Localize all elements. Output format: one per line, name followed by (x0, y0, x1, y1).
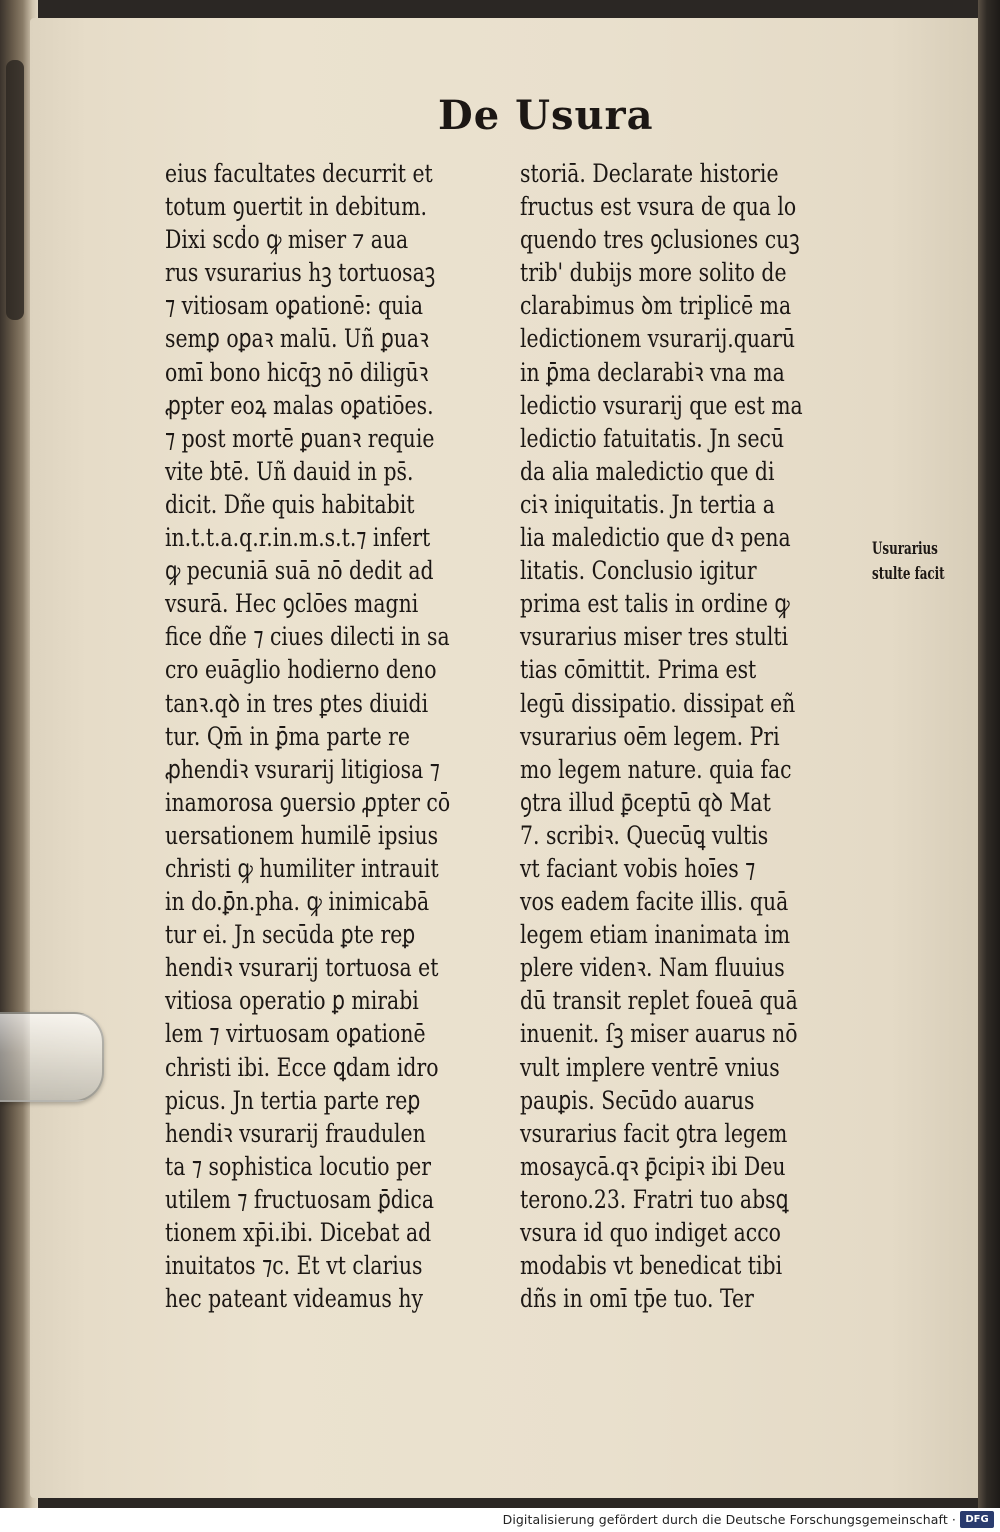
text-line: da alia maledictio que di (520, 456, 775, 487)
text-line: mosaycā.qꝛ ꝑ̄cipiꝛ ibi Deu (520, 1151, 786, 1182)
page-clip (0, 1012, 104, 1102)
text-line: legem etiam inanimata im (520, 920, 791, 951)
text-line: fice dñe ⁊ ciues dilecti in sa (165, 622, 450, 653)
text-line: 7. scribiꝛ. Quecūꝗ vultis (520, 820, 769, 851)
text-line: vsurarius oēm legem. Pri (520, 721, 780, 752)
binding-shadow (6, 60, 24, 320)
text-line: litatis. Conclusio igitur (520, 556, 757, 587)
text-line: vitiosa operatio ꝑ mirabi (165, 986, 419, 1017)
text-line: lem ⁊ virtuosam oꝑationē (165, 1019, 426, 1050)
text-line: in do.ꝑ̄n.pha. ꝙ inimicabā (165, 887, 430, 918)
text-line: dñs in omī tp̄e tuo. Ter (520, 1284, 754, 1315)
text-line: trib' dubijs more solito de (520, 258, 787, 289)
text-line: ꝓhendiꝛ vsurarij litigiosa ⁊ (165, 754, 440, 785)
marginal-note (872, 537, 945, 587)
text-line: hendiꝛ vsurarij tortuosa et (165, 953, 439, 984)
text-line: quendo tres ꝯclusiones cuꝫ (520, 225, 800, 256)
text-line: eius facultates decurrit et (165, 159, 433, 189)
text-line: storiā. Declarate historie (520, 159, 779, 189)
text-line: hec pateant videamus hy (165, 1284, 424, 1315)
text-line: in.t.t.a.q.r.in.m.s.t.⁊ infert (165, 523, 431, 554)
text-line: ciꝛ iniquitatis. Jn tertia a (520, 489, 775, 520)
text-line: hendiꝛ vsurarij fraudulen (165, 1118, 426, 1149)
text-line: in ꝑ̄ma declarabiꝛ vna ma (520, 357, 785, 388)
text-line: ꝙ pecuniā suā nō dedit ad (165, 556, 434, 587)
text-line: ledictio vsurarij que est ma (520, 390, 803, 421)
text-line: tionem xp̄i.ibi. Dicebat ad (165, 1218, 432, 1248)
text-line: christi ibi. Ecce ꝗdam idro (165, 1052, 439, 1083)
footer-bar (0, 1508, 1000, 1532)
text-line: ꝓpter eoꝝ malas oꝑatiōes. (165, 390, 434, 421)
text-line: ledictio fatuitatis. Jn secū (520, 423, 785, 454)
text-line: utilem ⁊ fructuosam ꝑ̄dica (165, 1184, 434, 1215)
text-line: pauꝑis. Secūdo auarus (520, 1085, 755, 1116)
text-line: Dixi scḋo ꝙ miser ⁊ aua (165, 225, 409, 256)
text-line: tur. Qm̄ in ꝑ̄ma parte re (165, 721, 411, 752)
right-page-edge (978, 0, 1000, 1508)
text-line: vsurarius miser tres stulti (520, 622, 789, 653)
funding-credit: Digitalisierung gefördert durch die Deutsche Forschungsgemeinschaft · (502, 1512, 956, 1527)
text-line: clarabimus ꝺm triplicē ma (520, 291, 792, 322)
text-line: tanꝛ.qꝺ in tres ꝑtes diuidi (165, 688, 429, 719)
text-line: inuenit. ſꝫ miser auarus nō (520, 1019, 798, 1050)
marginal-note-line: stulte facit (872, 564, 945, 584)
text-line: modabis vt benedicat tibi (520, 1251, 783, 1282)
text-line: vult implere ventrē vnius (520, 1052, 780, 1083)
text-line: inamorosa ꝯuersio ꝓpter cō (165, 787, 451, 818)
text-line: plere videnꝛ. Nam fluuius (520, 953, 785, 984)
dfg-logo: DFG (960, 1511, 994, 1528)
text-line: prima est talis in ordine ꝙ (520, 589, 790, 620)
text-line: picus. Jn tertia parte reꝑ (165, 1085, 421, 1116)
text-line: dicit. Dñe quis habitabit (165, 489, 415, 520)
text-column-left (165, 158, 521, 1316)
text-line: vite btē. Uñ dauid in ps̄. (165, 456, 414, 487)
text-line: cro euāglio hodierno deno (165, 655, 437, 686)
text-line: vsurā. Hec ꝯclōes magni (165, 589, 419, 620)
text-line: vsura id quo indiget acco (520, 1218, 781, 1248)
text-line: lia maledictio que dꝛ pena (520, 523, 791, 554)
text-line: legū dissipatio. dissipat eñ (520, 688, 796, 719)
text-line: ꝯtra illud ꝑ̄ceptū qꝺ Mat (520, 787, 771, 818)
text-line: terono.23. Fratri tuo absꝗ (520, 1184, 789, 1215)
text-line: totum ꝯuertit in debitum. (165, 192, 428, 223)
text-line: ledictionem vsurarij.quarū (520, 324, 796, 355)
text-line: ⁊ vitiosam oꝑationē: quia (165, 291, 423, 322)
text-line: uersationem humilē ipsius (165, 820, 439, 851)
text-line: vos eadem facite illis. quā (520, 887, 789, 918)
text-line: christi ꝙ humiliter intrauit (165, 853, 439, 884)
text-line: tur ei. Jn secūda ꝑte reꝑ (165, 920, 416, 951)
text-line: vt faciant vobis hoīes ⁊ (520, 853, 756, 884)
running-head: De Usura (438, 92, 654, 139)
text-line: fructus est vsura de qua lo (520, 192, 797, 223)
text-line: mo legem nature. quia fac (520, 754, 792, 785)
text-line: ta ⁊ sophistica locutio per (165, 1151, 431, 1182)
text-line: dū transit replet foueā quā (520, 986, 798, 1017)
text-line: inuitatos ⁊c. Et vt clarius (165, 1251, 423, 1282)
text-line: ⁊ post mortē ꝑuanꝛ requie (165, 423, 435, 454)
text-line: vsurarius facit ꝯtra legem (520, 1118, 788, 1149)
text-line: rus vsurarius hꝫ tortuosaꝫ (165, 258, 436, 289)
text-line: omī bono hicq̄ꝫ nō diligūꝛ (165, 357, 429, 388)
marginal-note-line: Usurarius (872, 539, 938, 559)
text-column-right (520, 158, 873, 1316)
text-line: tias cōmittit. Prima est (520, 655, 757, 686)
text-line: semꝑ oꝑaꝛ malū. Uñ ꝑuaꝛ (165, 324, 429, 355)
